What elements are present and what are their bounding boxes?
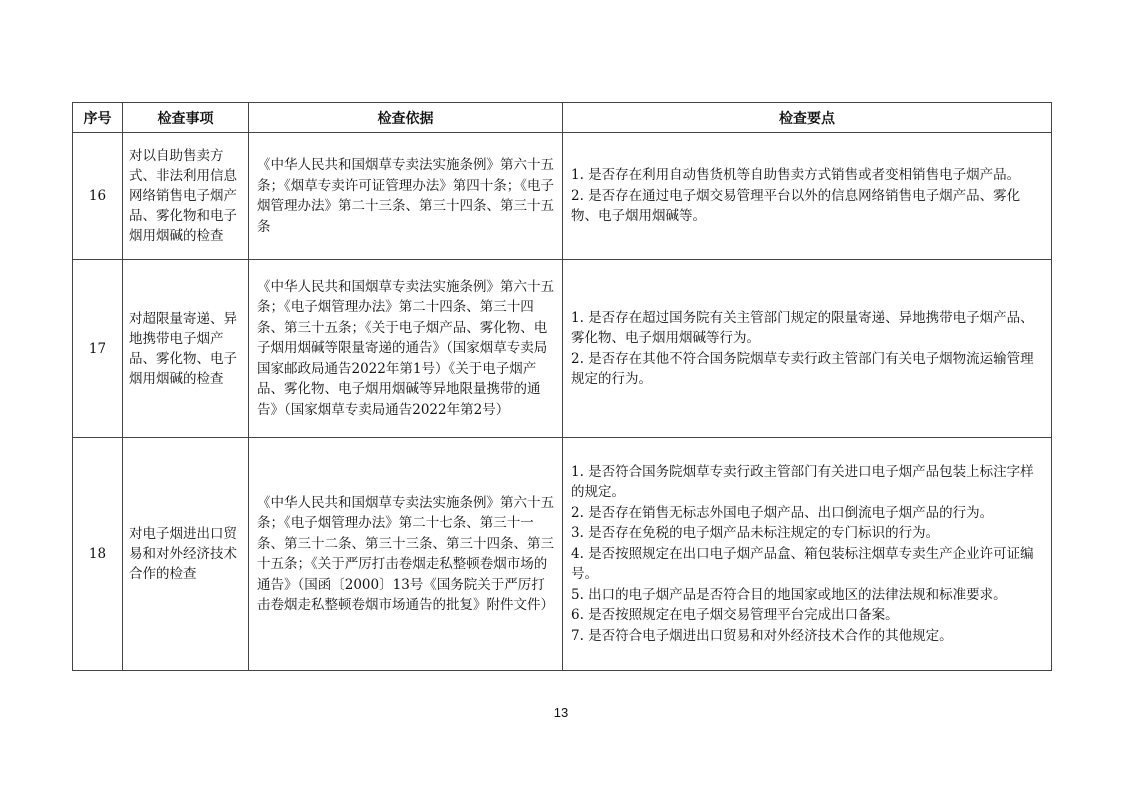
page-number: 13	[553, 705, 569, 720]
inspection-points	[563, 133, 1052, 260]
point-item: 5. 出口的电子烟产品是否符合目的地国家或地区的法律法规和标准要求。	[571, 586, 1007, 603]
inspection-item: 对以自助售卖方式、非法利用信息网络销售电子烟产品、雾化物和电子烟用烟碱的检查	[123, 133, 249, 260]
table-header-row	[73, 103, 1052, 133]
header-item: 检查事项	[123, 103, 249, 133]
point-item: 1. 是否存在利用自动售货机等自助售卖方式销售或者变相销售电子烟产品。	[571, 167, 1021, 184]
point-item: 1. 是否符合国务院烟草专卖行政主管部门有关进口电子烟产品包装上标注字样的规定。	[571, 463, 1034, 501]
inspection-basis: 《中华人民共和国烟草专卖法实施条例》第六十五条；《电子烟管理办法》第二十七条、第三十一条、第三十二条、第三十三条、第三十四条、第三十五条；《关于严厉打击卷烟走私整顿卷烟市场的通告》（国函〔2000〕13号《国务院关于严厉打击卷烟走私整顿卷烟市场通告的批复》附件文件）	[249, 438, 563, 671]
header-basis: 检查依据	[249, 103, 563, 133]
row-number: 17	[73, 260, 123, 438]
point-item: 7. 是否符合电子烟进出口贸易和对外经济技术合作的其他规定。	[571, 627, 953, 644]
row-number: 18	[73, 438, 123, 671]
table-row	[73, 438, 1052, 671]
point-item: 3. 是否存在免税的电子烟产品未标注规定的专门标识的行为。	[571, 525, 940, 542]
inspection-item: 对超限量寄递、异地携带电子烟产品、雾化物、电子烟用烟碱的检查	[123, 260, 249, 438]
table-row	[73, 260, 1052, 438]
table-row	[73, 133, 1052, 260]
point-item: 2. 是否存在通过电子烟交易管理平台以外的信息网络销售电子烟产品、雾化物、电子烟用烟碱等。	[571, 187, 1021, 225]
point-item: 2. 是否存在销售无标志外国电子烟产品、出口倒流电子烟产品的行为。	[571, 504, 994, 521]
inspection-points	[563, 438, 1052, 671]
point-item: 6. 是否按照规定在电子烟交易管理平台完成出口备案。	[571, 607, 899, 624]
inspection-basis: 《中华人民共和国烟草专卖法实施条例》第六十五条；《烟草专卖许可证管理办法》第四十条；《电子烟管理办法》第二十三条、第三十四条、第三十五条	[249, 133, 563, 260]
header-points: 检查要点	[563, 103, 1052, 133]
inspection-basis: 《中华人民共和国烟草专卖法实施条例》第六十五条；《电子烟管理办法》第二十四条、第三十四条、第三十五条；《关于电子烟产品、雾化物、电子烟用烟碱等限量寄递的通告》（国家烟草专卖局国家邮政局通告2022年第1号）《关于电子烟产品、雾化物、电子烟用烟碱等异地限量携带的通告》（国家烟草专卖局通告2022年第2号）	[249, 260, 563, 438]
inspection-table	[72, 102, 1052, 671]
point-item: 1. 是否存在超过国务院有关主管部门规定的限量寄递、异地携带电子烟产品、雾化物、电子烟用烟碱等行为。	[571, 309, 1034, 346]
point-item: 2. 是否存在其他不符合国务院烟草专卖行政主管部门有关电子烟物流运输管理规定的行为。	[571, 350, 1034, 387]
row-number: 16	[73, 133, 123, 260]
inspection-points	[563, 260, 1052, 438]
inspection-item: 对电子烟进出口贸易和对外经济技术合作的检查	[123, 438, 249, 671]
header-seq: 序号	[73, 103, 123, 133]
point-item: 4. 是否按照规定在出口电子烟产品盒、箱包装标注烟草专卖生产企业许可证编号。	[571, 545, 1034, 583]
